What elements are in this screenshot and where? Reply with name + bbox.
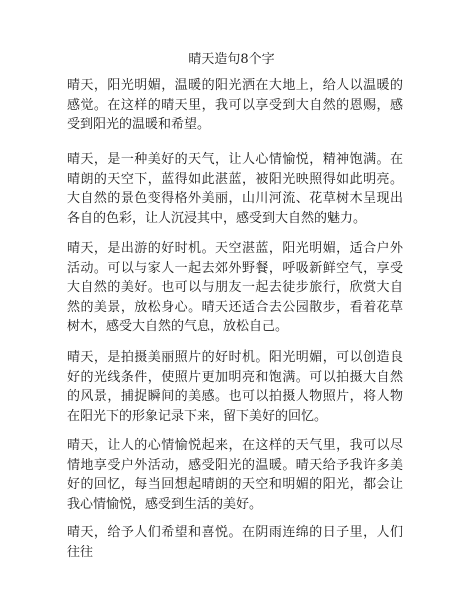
paragraph: 晴天，给予人们希望和喜悦。在阴雨连绵的日子里，人们往往 [67,525,403,560]
document-title: 晴天造句8个字 [188,52,275,67]
paragraph: 晴天，是拍摄美丽照片的好时机。阳光明媚，可以创造良好的光线条件，使照片更加明亮和饱满。可以拍摄大自然的风景，捕捉瞬间的美感。也可以拍摄人物照片，将人物在阳光下的形象记录下来，留下美好的回忆。 [67,350,403,424]
paragraph: 晴天，是一种美好的天气，让人心情愉悦，精神饱满。在晴朗的天空下，蓝得如此湛蓝，被阳光映照得如此明亮。大自然的景色变得格外美丽，山川河流、花草树木呈现出各自的色彩，让人沉浸其中，感受到大自然的魅力。 [67,152,403,226]
paragraph: 晴天，阳光明媚，温暖的阳光洒在大地上，给人以温暖的感觉。在这样的晴天里，我可以享受到大自然的恩赐，感受到阳光的温暖和希望。 [67,78,403,132]
paragraph: 晴天，是出游的好时机。天空湛蓝，阳光明媚，适合户外活动。可以与家人一起去郊外野餐，呼吸新鲜空气，享受大自然的美好。也可以与朋友一起去徒步旅行，欣赏大自然的美景，放松身心。晴天还适合去公园散步，看着花草树木，感受大自然的气息，放松自己。 [67,241,403,334]
paragraph: 晴天，让人的心情愉悦起来，在这样的天气里，我可以尽情地享受户外活动，感受阳光的温暖。晴天给予我许多美好的回忆，每当回想起晴朗的天空和明媚的阳光，都会让我心情愉悦，感受到生活的美好。 [67,438,403,512]
